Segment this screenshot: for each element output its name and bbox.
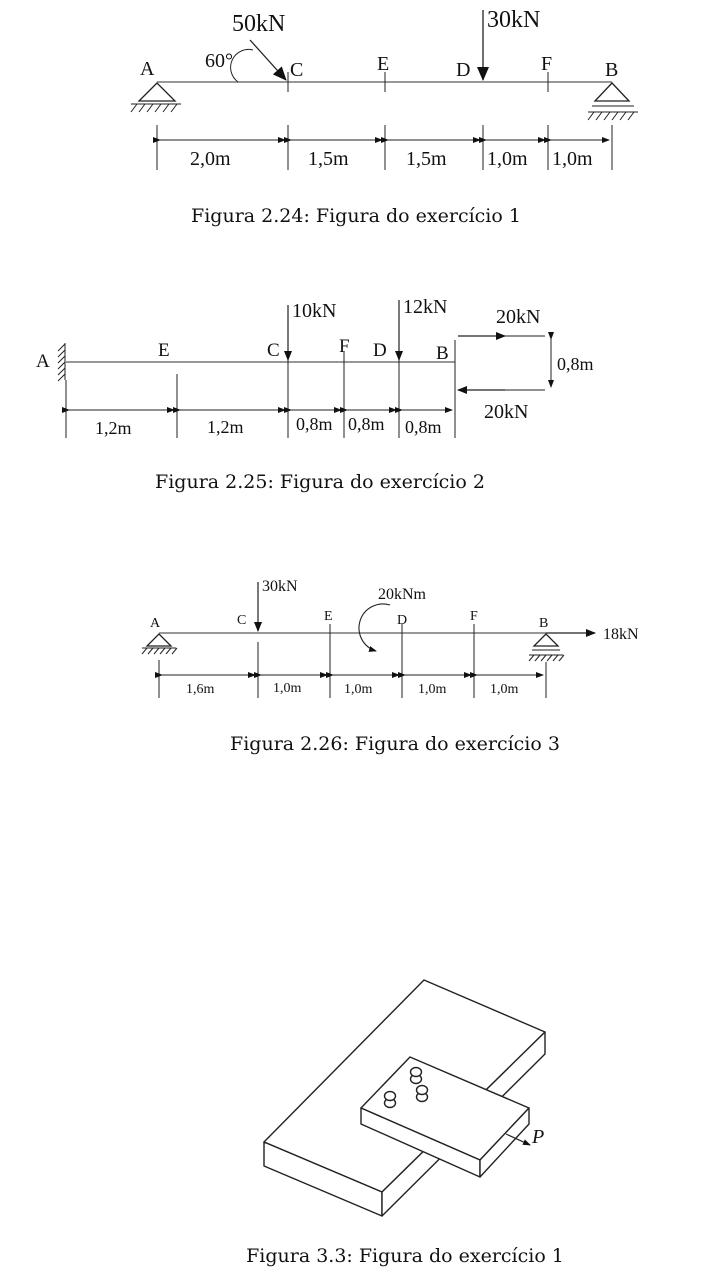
point-label-a: A (36, 351, 50, 372)
roller-support-b (529, 634, 564, 661)
dim-label: 1,6m (186, 682, 215, 697)
dim-label: 1,2m (95, 418, 132, 438)
figure-caption-1: Figura 2.24: Figura do exercício 1 (191, 205, 521, 227)
moment-arrow (359, 604, 390, 651)
bolt (411, 1068, 422, 1084)
point-label-c: C (237, 613, 247, 628)
point-label-f: F (339, 336, 350, 357)
point-label-f: F (541, 53, 553, 75)
arm-label: 0,8m (557, 354, 594, 374)
dim-label: 1,0m (344, 682, 373, 697)
load-c-label: 30kN (262, 578, 298, 595)
force-p-label: P (532, 1126, 545, 1148)
point-label-c: C (290, 59, 304, 81)
dim-label: 1,0m (487, 148, 528, 170)
dim-label: 1,0m (490, 682, 519, 697)
angle-label: 60° (205, 50, 233, 72)
pin-support-a (131, 83, 181, 112)
figure-caption-2: Figura 2.25: Figura do exercício 2 (155, 471, 485, 493)
dim-label: 0,8m (405, 417, 442, 437)
point-label-d: D (397, 613, 408, 628)
point-label-f: F (470, 609, 478, 624)
load-c-label: 50kN (232, 11, 286, 37)
figure-caption-4: Figura 3.3: Figura do exercício 1 (246, 1245, 564, 1267)
dim-label: 1,5m (308, 148, 349, 170)
point-label-b: B (605, 59, 619, 81)
dim-label: 1,0m (273, 681, 302, 696)
point-label-e: E (324, 609, 333, 624)
dim-label: 2,0m (190, 148, 231, 170)
fixed-support-a (58, 343, 65, 381)
moment-label: 20kNm (378, 586, 426, 603)
point-label-e: E (377, 53, 390, 75)
dim-label: 1,2m (207, 417, 244, 437)
load-c-label: 10kN (292, 300, 337, 322)
load-d-label: 12kN (403, 296, 448, 318)
figure-caption-3: Figura 2.26: Figura do exercício 3 (230, 733, 560, 755)
dim-label: 0,8m (348, 414, 385, 434)
figure-2-24 (131, 7, 638, 227)
point-label-b: B (436, 343, 449, 364)
figure-2-25 (36, 296, 594, 493)
couple-top-label: 20kN (496, 306, 541, 328)
point-label-a: A (140, 58, 155, 80)
bolt (385, 1092, 396, 1108)
point-label-d: D (456, 59, 471, 81)
bolt (417, 1086, 428, 1102)
inclined-load-arrow (250, 40, 286, 80)
point-label-a: A (150, 616, 161, 631)
axial-load-label: 18kN (603, 626, 639, 643)
angle-arc (231, 49, 253, 82)
dim-label: 0,8m (296, 414, 333, 434)
point-label-b: B (539, 616, 549, 631)
pin-support-a (142, 634, 177, 654)
dim-label: 1,0m (552, 148, 593, 170)
point-label-e: E (158, 340, 170, 361)
load-d-label: 30kN (487, 7, 541, 33)
couple-bottom-label: 20kN (484, 401, 529, 423)
dim-label: 1,0m (418, 682, 447, 697)
point-label-c: C (267, 340, 280, 361)
dim-label: 1,5m (406, 148, 447, 170)
figure-2-26 (142, 578, 639, 755)
figure-3-3-bolted-plates (264, 980, 545, 1216)
roller-support-b (588, 83, 638, 120)
point-label-d: D (373, 340, 387, 361)
